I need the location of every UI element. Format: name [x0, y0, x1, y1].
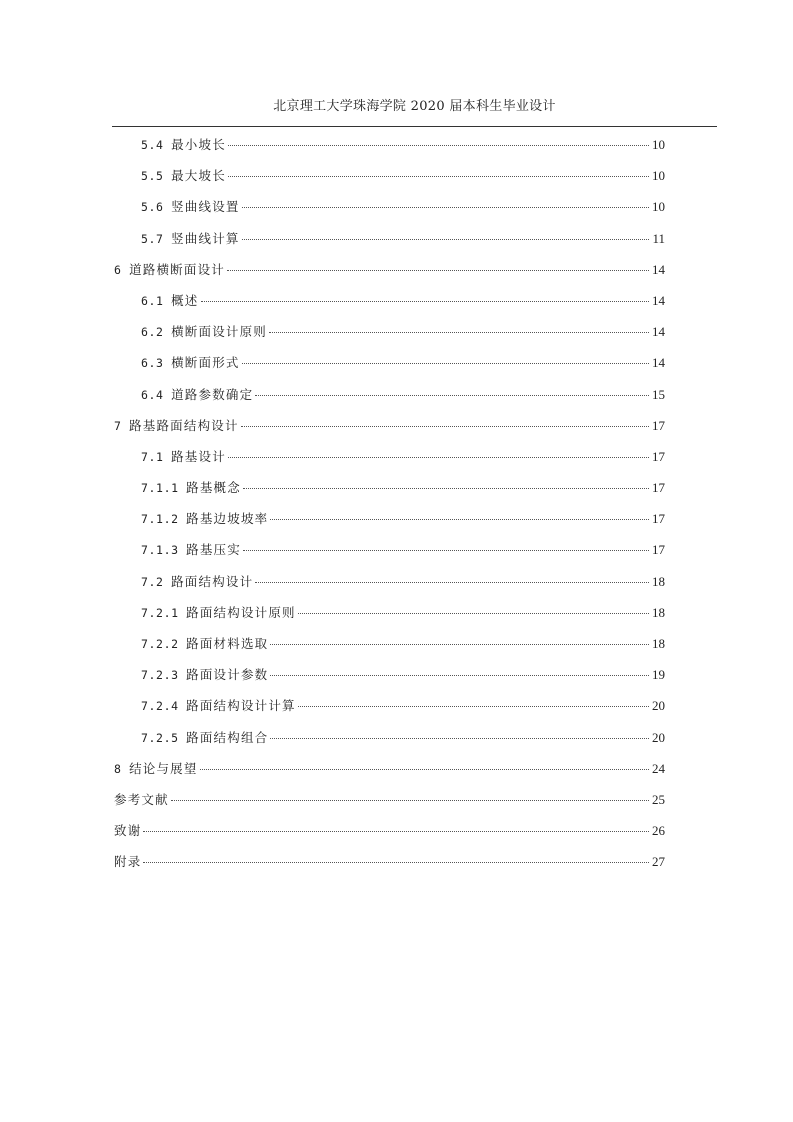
toc-entry-page-number: 17	[652, 480, 665, 496]
toc-entry-title: 最小坡长	[171, 137, 226, 152]
toc-dot-leader	[270, 674, 649, 676]
toc-dot-leader	[255, 394, 649, 396]
toc-entry-title: 路基概念	[186, 480, 241, 496]
toc-entry-title: 路面结构组合	[186, 729, 269, 745]
toc-entry-number: 7.2.2	[141, 637, 187, 651]
toc-entry-title: 结论与展望	[129, 760, 198, 776]
toc-entry-number: 5.6	[141, 200, 172, 215]
toc-entry-number: 7.1.2	[141, 512, 187, 527]
toc-entry[interactable]	[114, 665, 665, 696]
toc-entry-title: 横断面设计原则	[171, 324, 268, 340]
toc-entry-page-number: 15	[652, 386, 665, 402]
toc-entry-title: 路基压实	[186, 542, 241, 558]
toc-entry[interactable]	[114, 728, 665, 759]
toc-dot-leader	[228, 144, 649, 146]
toc-entry-page-number: 20	[652, 729, 665, 745]
toc-entry-number: 7.1.1	[141, 481, 187, 496]
toc-entry-title: 最大坡长	[171, 168, 226, 184]
toc-entry-number: 6.2	[141, 325, 172, 340]
toc-entry[interactable]	[114, 135, 665, 166]
toc-entry-number: 6.1	[141, 293, 172, 308]
toc-entry-title: 参考文献	[114, 791, 169, 807]
toc-entry[interactable]	[114, 197, 665, 228]
toc-entry[interactable]	[114, 291, 665, 322]
toc-entry-page-number: 18	[652, 636, 665, 651]
toc-entry-title: 路面设计参数	[186, 667, 269, 683]
toc-entry[interactable]	[114, 603, 665, 634]
toc-entry[interactable]	[114, 790, 665, 821]
toc-entry-number: 5.5	[141, 169, 172, 184]
toc-entry-page-number: 19	[652, 667, 665, 683]
toc-entry[interactable]	[114, 260, 665, 291]
toc-entry-page-number: 27	[652, 854, 665, 870]
toc-entry-page-number: 10	[652, 199, 665, 215]
toc-dot-leader	[298, 705, 649, 707]
toc-entry-number: 8	[114, 761, 130, 776]
toc-dot-leader	[143, 861, 649, 863]
toc-entry-title: 路基路面结构设计	[129, 417, 239, 433]
toc-entry[interactable]	[114, 478, 665, 509]
toc-entry-page-number: 20	[652, 698, 665, 714]
toc-entry-number: 7.2	[141, 574, 172, 589]
toc-entry[interactable]	[114, 634, 665, 665]
toc-entry-number: 7	[114, 418, 130, 433]
toc-entry-number: 7.2.5	[141, 730, 187, 745]
toc-dot-leader	[242, 362, 649, 364]
toc-dot-leader	[270, 643, 649, 645]
toc-entry-title: 道路参数确定	[171, 386, 254, 402]
toc-entry-page-number: 14	[652, 324, 665, 340]
toc-dot-leader	[270, 518, 649, 520]
toc-dot-leader	[201, 300, 649, 302]
toc-entry-number: 6.4	[141, 387, 172, 402]
toc-dot-leader	[242, 206, 649, 208]
toc-dot-leader	[241, 425, 649, 427]
toc-entry[interactable]	[114, 385, 665, 416]
toc-dot-leader	[298, 612, 649, 614]
toc-entry-page-number: 18	[652, 604, 665, 620]
toc-entry[interactable]	[114, 353, 665, 384]
toc-dot-leader	[269, 331, 649, 333]
toc-dot-leader	[255, 581, 649, 583]
toc-entry-page-number: 17	[652, 417, 665, 433]
toc-entry[interactable]	[114, 229, 665, 260]
toc-entry-number: 7.2.3	[141, 668, 187, 683]
toc-dot-leader	[270, 737, 649, 739]
header-title: 北京理工大学珠海学院 2020 届本科生毕业设计	[273, 99, 556, 114]
toc-entry-title: 路基设计	[171, 448, 226, 464]
toc-entry[interactable]	[114, 447, 665, 478]
toc-entry-page-number: 17	[652, 511, 665, 527]
toc-entry-title: 致谢	[114, 823, 142, 839]
toc-entry-page-number: 14	[652, 261, 665, 277]
toc-entry-page-number: 26	[652, 823, 665, 839]
toc-entry-page-number: 25	[652, 791, 665, 807]
toc-entry-title: 竖曲线设置	[171, 199, 240, 215]
toc-dot-leader	[242, 238, 649, 240]
toc-entry[interactable]	[114, 322, 665, 353]
toc-dot-leader	[228, 175, 649, 177]
toc-entry-number: 5.7	[141, 231, 172, 246]
toc-entry-page-number: 10	[652, 168, 665, 184]
toc-entry-title: 道路横断面设计	[129, 261, 225, 277]
toc-entry-number: 7.2.1	[141, 605, 187, 620]
toc-entry-number: 6	[114, 262, 130, 277]
toc-entry[interactable]	[114, 759, 665, 790]
toc-dot-leader	[200, 768, 649, 770]
toc-entry[interactable]	[114, 821, 665, 852]
toc-entry[interactable]	[114, 509, 665, 540]
toc-entry-title: 竖曲线计算	[171, 230, 240, 246]
toc-entry-page-number: 17	[652, 542, 665, 558]
toc-entry-page-number: 17	[652, 448, 665, 464]
toc-entry-title: 路基边坡坡率	[186, 511, 269, 527]
toc-entry-page-number: 11	[652, 230, 665, 246]
toc-entry-title: 路面结构设计	[171, 573, 254, 589]
toc-dot-leader	[227, 269, 649, 271]
toc-entry-title: 路面材料选取	[186, 636, 269, 651]
toc-entry-title: 路面结构设计原则	[186, 604, 296, 620]
toc-dot-leader	[171, 799, 649, 801]
toc-entry[interactable]	[114, 696, 665, 727]
page-header	[112, 90, 717, 127]
toc-entry[interactable]	[114, 540, 665, 571]
toc-entry[interactable]	[114, 572, 665, 603]
toc-entry-title: 附录	[114, 854, 142, 870]
toc-entry-page-number: 18	[652, 573, 665, 589]
toc-entry[interactable]	[114, 416, 665, 447]
toc-entry-number: 7.1.3	[141, 543, 187, 558]
toc-entry-title: 路面结构设计计算	[186, 698, 296, 714]
toc-dot-leader	[143, 830, 649, 832]
toc-entry-page-number: 14	[652, 292, 665, 308]
toc-entry[interactable]	[114, 852, 665, 883]
toc-entry-number: 7.2.4	[141, 699, 187, 714]
toc-entry-page-number: 10	[652, 137, 665, 152]
toc-entry-title: 概述	[171, 292, 199, 308]
table-of-contents	[114, 135, 665, 884]
toc-entry[interactable]	[114, 166, 665, 197]
toc-dot-leader	[243, 487, 649, 489]
toc-entry-title: 横断面形式	[171, 355, 240, 371]
toc-entry-page-number: 14	[652, 355, 665, 371]
toc-dot-leader	[243, 549, 649, 551]
toc-entry-page-number: 24	[652, 760, 665, 776]
toc-dot-leader	[228, 456, 649, 458]
toc-entry-number: 7.1	[141, 449, 172, 464]
toc-entry-number: 5.4	[141, 138, 172, 152]
toc-entry-number: 6.3	[141, 356, 172, 371]
